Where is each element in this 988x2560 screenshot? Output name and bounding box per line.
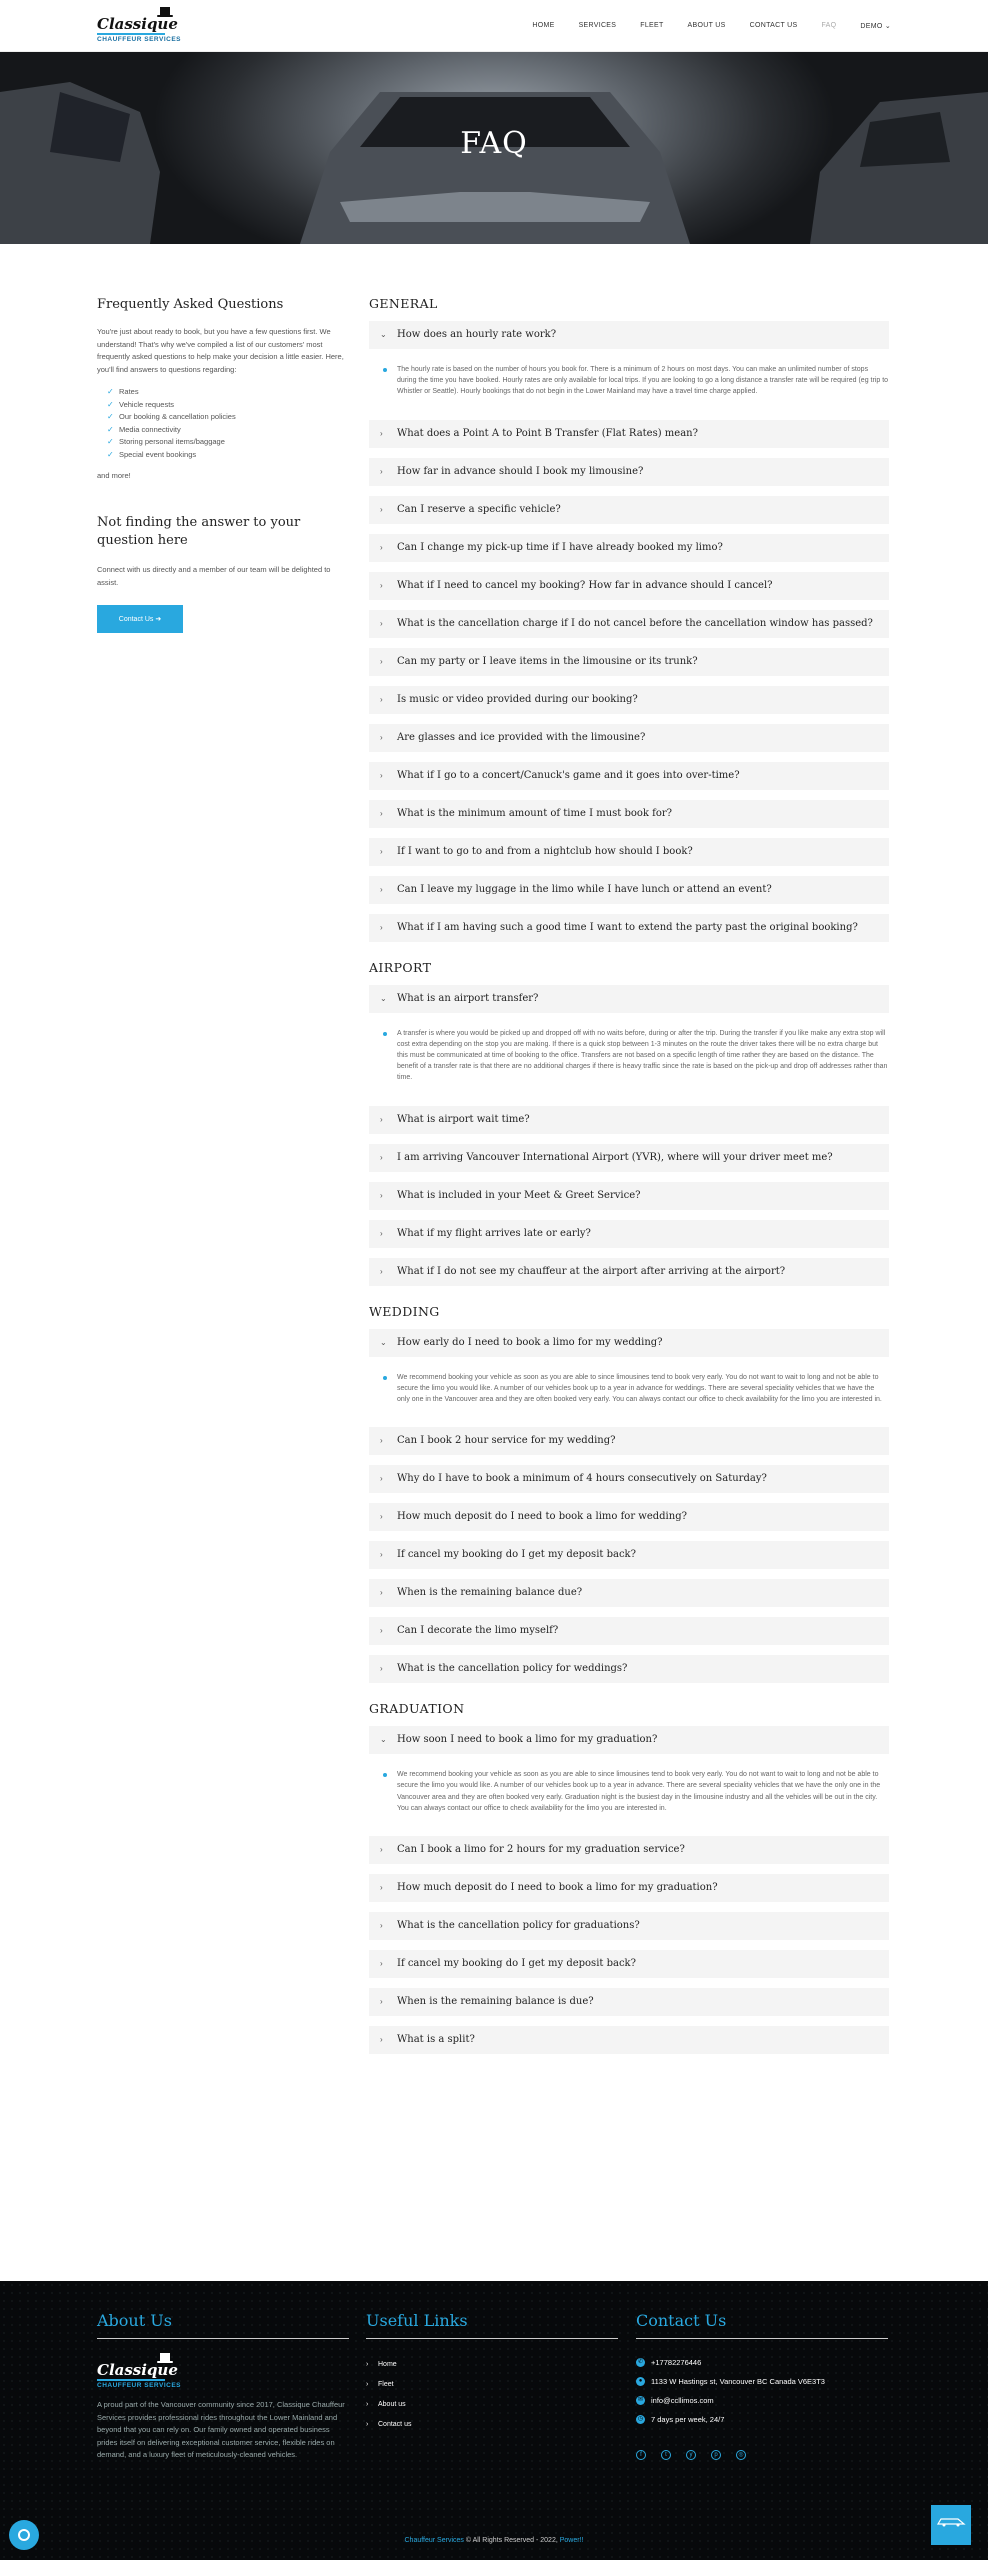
- facebook-icon[interactable]: f: [636, 2450, 646, 2460]
- connect-text: Connect with us directly and a member of our team will be delighted to assist.: [97, 565, 331, 587]
- topic-list: [107, 386, 347, 461]
- footer-contact-title: Contact Us: [636, 2311, 727, 2330]
- faq-question: What if I am having such a good time I want to extend the party past the original booking?: [397, 921, 858, 933]
- bullet-icon: [383, 1773, 387, 1777]
- chevron-right-icon: ›: [380, 1845, 383, 1855]
- chevron-right-icon: ›: [380, 770, 383, 780]
- faq-item[interactable]: [369, 1258, 889, 1286]
- nav-contact[interactable]: CONTACT US: [749, 22, 798, 29]
- faq-question: What does a Point A to Point B Transfer (Flat Rates) mean?: [397, 427, 698, 439]
- bullet-icon: [383, 1032, 387, 1036]
- faq-item[interactable]: [369, 420, 889, 448]
- faq-item[interactable]: [369, 2026, 889, 2054]
- footer-link-home[interactable]: › Home: [366, 2355, 618, 2375]
- chevron-right-icon: ›: [380, 1190, 383, 1200]
- footer-logo-tag: CHAUFFEUR SERVICES: [97, 2382, 182, 2389]
- chevron-right-icon: ›: [380, 1436, 383, 1446]
- nav-about[interactable]: ABOUT US: [687, 22, 726, 29]
- faq-item[interactable]: [369, 724, 889, 752]
- chevron-right-icon: ›: [380, 1664, 383, 1674]
- chevron-right-icon: ›: [380, 542, 383, 552]
- site-header: [0, 0, 988, 52]
- faq-question: What is the minimum amount of time I must book for?: [397, 807, 673, 819]
- faq-item[interactable]: [369, 648, 889, 676]
- and-more-text: and more!: [97, 471, 131, 480]
- instagram-icon[interactable]: ◎: [736, 2450, 746, 2460]
- faq-question: How early do I need to book a limo for my wedding?: [397, 1336, 663, 1348]
- faq-item[interactable]: [369, 838, 889, 866]
- chevron-right-icon: ›: [380, 846, 383, 856]
- faq-question: When is the remaining balance due?: [397, 1587, 583, 1599]
- faq-content: [369, 296, 889, 2054]
- chevron-right-icon: ›: [380, 1626, 383, 1636]
- chevron-right-icon: ›: [380, 656, 383, 666]
- chevron-right-icon: ›: [380, 1550, 383, 1560]
- faq-question: Is music or video provided during our booking?: [397, 693, 638, 705]
- chevron-right-icon: ›: [380, 1228, 383, 1238]
- faq-question: Are glasses and ice provided with the limousine?: [397, 731, 646, 743]
- faq-item[interactable]: [369, 800, 889, 828]
- list-item: ✓ Rates: [107, 386, 347, 399]
- faq-section-title: AIRPORT: [369, 959, 432, 975]
- faq-question: If I want to go to and from a nightclub how should I book?: [397, 845, 693, 857]
- chevron-right-icon: ›: [380, 618, 383, 628]
- sidebar-heading: Frequently Asked Questions: [97, 297, 284, 312]
- chevron-right-icon: ›: [366, 2421, 369, 2428]
- faq-item[interactable]: [369, 1874, 889, 1902]
- footer-logo-name: Classique: [97, 2361, 178, 2379]
- list-item: ✓ Storing personal items/baggage: [107, 436, 347, 449]
- footer-link-contact[interactable]: › Contact us: [366, 2415, 618, 2435]
- faq-item[interactable]: [369, 1541, 889, 1569]
- footer-logo-bar: [97, 2379, 165, 2381]
- back-to-top-badge[interactable]: [931, 2505, 971, 2545]
- footer-logo: [97, 2353, 187, 2393]
- site-logo[interactable]: [97, 7, 187, 47]
- faq-section-title: GRADUATION: [369, 1701, 465, 1717]
- bullet-icon: [383, 1376, 387, 1380]
- faq-answer: [369, 1013, 889, 1106]
- pinterest-icon[interactable]: p: [711, 2450, 721, 2460]
- faq-item[interactable]: [369, 1988, 889, 2016]
- divider: [366, 2338, 618, 2339]
- faq-question: How far in advance should I book my limousine?: [397, 465, 644, 477]
- faq-item[interactable]: [369, 1579, 889, 1607]
- contact-hours: ◷ 7 days per week, 24/7: [637, 2415, 725, 2424]
- list-item: ✓ Our booking & cancellation policies: [107, 411, 347, 424]
- faq-question: What is the cancellation policy for graduations?: [397, 1920, 640, 1932]
- page-title: FAQ: [460, 126, 528, 161]
- faq-item[interactable]: [369, 914, 889, 942]
- site-footer: [0, 2281, 988, 2560]
- hero-banner: [0, 52, 988, 244]
- faq-item[interactable]: [369, 572, 889, 600]
- chevron-right-icon: ›: [366, 2361, 369, 2368]
- check-icon: ✓: [107, 399, 114, 409]
- arrow-right-icon: ➜: [155, 616, 162, 623]
- chevron-right-icon: ›: [380, 1921, 383, 1931]
- chevron-right-icon: ›: [366, 2401, 369, 2408]
- phone-icon: ✆: [637, 2359, 644, 2365]
- main-nav: [508, 22, 891, 30]
- faq-question: What if my flight arrives late or early?: [397, 1227, 591, 1239]
- footer-links: [366, 2311, 618, 2435]
- check-icon: ✓: [107, 449, 114, 459]
- chevron-right-icon: ›: [380, 428, 383, 438]
- chevron-right-icon: ›: [380, 466, 383, 476]
- faq-question: What is the cancellation policy for weddings?: [397, 1663, 628, 1675]
- faq-question: Can I leave my luggage in the limo while I have lunch or attend an event?: [397, 883, 772, 895]
- faq-question: Can my party or I leave items in the limousine or its trunk?: [397, 655, 698, 667]
- chevron-right-icon: ›: [366, 2381, 369, 2388]
- faq-question: What is airport wait time?: [397, 1113, 530, 1125]
- faq-question: How soon I need to book a limo for my graduation?: [397, 1734, 658, 1746]
- chevron-right-icon: ›: [380, 808, 383, 818]
- footer-contact: [636, 2311, 888, 2429]
- faq-question: What if I do not see my chauffeur at the airport after arriving at the airport?: [397, 1265, 786, 1277]
- faq-question: What is the cancellation charge if I do not cancel before the cancellation window has passed?: [397, 617, 873, 629]
- chevron-right-icon: ›: [380, 922, 383, 932]
- faq-item-open[interactable]: [369, 1329, 889, 1357]
- faq-answer-text: A transfer is where you would be picked up and dropped off with no waits before, during or after the trip. During the transfer if you like make any extra stop will cost extra depending on the stop you are making. If there is a quick stop between 1-3 minutes on the route the driver takes there will be no extra charge but this must be communicated at time of booking to the office. Transfers are not based on a specific length of time rather they are based on the distance. The benefit of a transfer rate is that there are no additional charges if there is heavy traffic since the rate is based on the pick-up and drop off addresses rather than time.: [397, 1029, 888, 1082]
- chevron-right-icon: ›: [380, 1588, 383, 1598]
- faq-item[interactable]: [369, 496, 889, 524]
- faq-question: What is a split?: [397, 2034, 475, 2046]
- nav-services[interactable]: SERVICES: [578, 22, 617, 29]
- logo-tag: CHAUFFEUR SERVICES: [97, 36, 182, 43]
- faq-answer-text: We recommend booking your vehicle as soon as you are able to since limousines tend to book very early. You do not want to wait to long and not be able to secure the limo you would like. A number of our vehicles book up to a year in advance for weddings. There are several speciality vehicles that we have the only one in the Vancouver area and they are often booked very early. You can always contact our office to check availability for the limo you are interested in.: [397, 1373, 882, 1404]
- faq-question: I am arriving Vancouver International Airport (YVR), where will your driver meet me?: [397, 1151, 833, 1163]
- faq-item-open[interactable]: [369, 1726, 889, 1754]
- faq-item[interactable]: [369, 1144, 889, 1172]
- faq-item[interactable]: [369, 1106, 889, 1134]
- faq-section-title: GENERAL: [369, 296, 438, 311]
- nav-fleet[interactable]: FLEET: [640, 22, 664, 29]
- faq-item[interactable]: [369, 610, 889, 638]
- faq-item[interactable]: [369, 876, 889, 904]
- chevron-right-icon: ›: [380, 1512, 383, 1522]
- faq-item[interactable]: [369, 458, 889, 486]
- chevron-right-icon: ›: [380, 580, 383, 590]
- faq-item[interactable]: [369, 1465, 889, 1493]
- check-icon: ✓: [107, 437, 114, 446]
- chevron-right-icon: ›: [380, 1883, 383, 1893]
- copyright-text: © All Rights Reserved - 2022,: [465, 2537, 558, 2544]
- faq-question: Can I decorate the limo myself?: [397, 1625, 559, 1637]
- faq-item[interactable]: [369, 1182, 889, 1210]
- chevron-right-icon: ›: [380, 1959, 383, 1969]
- chevron-down-icon: ⌄: [380, 1735, 387, 1745]
- chevron-right-icon: ›: [380, 504, 383, 514]
- faq-item[interactable]: [369, 1220, 889, 1248]
- faq-question: How much deposit do I need to book a limo for wedding?: [397, 1511, 687, 1523]
- social-links: [636, 2450, 761, 2460]
- faq-item[interactable]: [369, 686, 889, 714]
- footer-about: [97, 2311, 349, 2462]
- sidebar-intro: You're just about ready to book, but you have a few questions first. We understand! That's why we've compiled a list of our customers' most frequently asked questions to help make your decision a little easier. Here, you'll find answers to questions regarding:: [97, 327, 344, 374]
- faq-item-open[interactable]: [369, 321, 889, 349]
- faq-item[interactable]: [369, 1950, 889, 1978]
- yelp-icon[interactable]: y: [686, 2450, 696, 2460]
- chevron-right-icon: ›: [380, 2035, 383, 2045]
- faq-item[interactable]: [369, 1503, 889, 1531]
- faq-question: Can I reserve a specific vehicle?: [397, 503, 561, 515]
- faq-item-open[interactable]: [369, 985, 889, 1013]
- faq-question: Why do I have to book a minimum of 4 hours consecutively on Saturday?: [397, 1473, 767, 1485]
- contact-us-button[interactable]: Contact Us ➜: [97, 605, 183, 633]
- nav-demo[interactable]: [860, 22, 891, 30]
- footer-about-text: A proud part of the Vancouver community since 2017, Classique Chauffeur Services provides professional rides throughout the Lower Mainland and beyond that you can rely on. Our family owned and operated business prides itself on delivering exceptional customer service, flexible rides on demand, and a luxury fleet of meticulously-cleaned vehicles.: [97, 2400, 345, 2459]
- faq-question: What is included in your Meet & Greet Service?: [397, 1189, 641, 1201]
- chevron-right-icon: ›: [380, 1266, 383, 1276]
- clock-icon: ◷: [637, 2416, 644, 2422]
- contact-phone[interactable]: ✆ +17782276446: [637, 2358, 702, 2367]
- bullet-icon: [383, 368, 387, 372]
- faq-item[interactable]: [369, 1655, 889, 1683]
- chat-button[interactable]: [9, 2520, 39, 2550]
- contact-email[interactable]: ✉ info@ccllimos.com: [637, 2396, 714, 2405]
- faq-question: Can I book a limo for 2 hours for my graduation service?: [397, 1844, 685, 1856]
- chevron-right-icon: ›: [380, 694, 383, 704]
- chevron-right-icon: ›: [380, 1114, 383, 1124]
- faq-item[interactable]: [369, 1617, 889, 1645]
- chat-icon: [18, 2529, 30, 2541]
- footer-link-about[interactable]: › About us: [366, 2395, 618, 2415]
- faq-question: How much deposit do I need to book a limo for my graduation?: [397, 1882, 718, 1894]
- logo-bar: [97, 33, 165, 35]
- faq-section-title: WEDDING: [369, 1303, 440, 1319]
- copyright-link[interactable]: Chauffeur Services: [404, 2537, 464, 2544]
- faq-item[interactable]: [369, 1427, 889, 1455]
- faq-answer: [369, 349, 889, 420]
- chevron-down-icon: ⌄: [380, 1337, 387, 1347]
- contact-address: ● 1133 W Hastings st, Vancouver BC Canada V6E3T3: [636, 2372, 888, 2391]
- divider: [636, 2338, 888, 2339]
- faq-item[interactable]: [369, 534, 889, 562]
- nav-home[interactable]: HOME: [532, 22, 555, 29]
- powered-link[interactable]: Power!!: [559, 2537, 584, 2544]
- footer-links-title: Useful Links: [366, 2311, 468, 2330]
- list-item: ✓ Media connectivity: [107, 424, 347, 437]
- not-found-heading: Not finding the answer to your question here: [97, 515, 301, 548]
- faq-sidebar: [97, 297, 347, 633]
- nav-demo-label: DEMO: [860, 23, 883, 30]
- chevron-right-icon: ›: [380, 1474, 383, 1484]
- faq-question: What is an airport transfer?: [397, 992, 539, 1004]
- list-item: ✓ Special event bookings: [107, 449, 347, 462]
- mail-icon: ✉: [637, 2397, 644, 2403]
- chevron-down-icon: ⌄: [380, 330, 387, 339]
- chevron-right-icon: ›: [380, 1152, 383, 1162]
- twitter-icon[interactable]: t: [661, 2450, 671, 2460]
- faq-answer-text: The hourly rate is based on the number of hours you book for. There is a minimum of 2 hours on most days. You can make an unlimited number of stops during the time you have booked. Hourly rates are only available for local trips. If you are looking to go a long distance a transfer rate will be required (eg trip to Whistler or Seattle). Hourly bookings that do not begin in the Lower Mainland may have a travel time charge applied.: [397, 366, 889, 396]
- faq-question: If cancel my booking do I get my deposit back?: [397, 1958, 636, 1970]
- footer-link-fleet[interactable]: › Fleet: [366, 2375, 618, 2395]
- faq-question: When is the remaining balance is due?: [397, 1996, 594, 2008]
- chevron-down-icon: ⌄: [884, 23, 891, 30]
- faq-answer: [369, 1357, 889, 1428]
- check-icon: ✓: [107, 424, 114, 434]
- faq-item[interactable]: [369, 1836, 889, 1864]
- faq-question: What if I need to cancel my booking? How far in advance should I cancel?: [397, 579, 773, 591]
- contact-list: [636, 2353, 888, 2429]
- faq-item[interactable]: [369, 1912, 889, 1940]
- faq-answer-text: We recommend booking your vehicle as soon as you are able to since limousines tend to book very early. You do not want to wait to long and not be able to secure the limo you would like. A number of our vehicles book up to a year in advance. There are several speciality vehicles that we have the only one in the Vancouver area and they are often booked very early. Graduation night is the busiest day in the limousine industry and all the vehicles will be out in the city. You can always contact our office to check availability for the limo you are interested in.: [397, 1771, 881, 1812]
- faq-answer: [369, 1754, 889, 1836]
- faq-item[interactable]: [369, 762, 889, 790]
- divider: [97, 2338, 349, 2339]
- nav-faq[interactable]: FAQ: [821, 22, 837, 29]
- faq-question: If cancel my booking do I get my deposit back?: [397, 1549, 636, 1561]
- copyright: [0, 2537, 988, 2544]
- faq-question: How does an hourly rate work?: [397, 329, 557, 340]
- faq-question: What if I go to a concert/Canuck's game and it goes into over-time?: [397, 769, 740, 781]
- check-icon: ✓: [107, 387, 114, 396]
- check-icon: ✓: [107, 412, 114, 421]
- chevron-right-icon: ›: [380, 884, 383, 894]
- car-icon: [936, 2515, 966, 2527]
- footer-links-list: [366, 2355, 618, 2435]
- faq-question: Can I book 2 hour service for my wedding?: [397, 1435, 616, 1447]
- list-item: ✓ Vehicle requests: [107, 399, 347, 412]
- chevron-right-icon: ›: [380, 732, 383, 742]
- footer-about-title: About Us: [97, 2311, 172, 2330]
- chevron-down-icon: ⌄: [380, 993, 387, 1003]
- faq-question: Can I change my pick-up time if I have already booked my limo?: [397, 541, 723, 553]
- map-pin-icon: ●: [636, 2377, 645, 2386]
- logo-name: Classique: [97, 15, 178, 33]
- chevron-right-icon: ›: [380, 1997, 383, 2007]
